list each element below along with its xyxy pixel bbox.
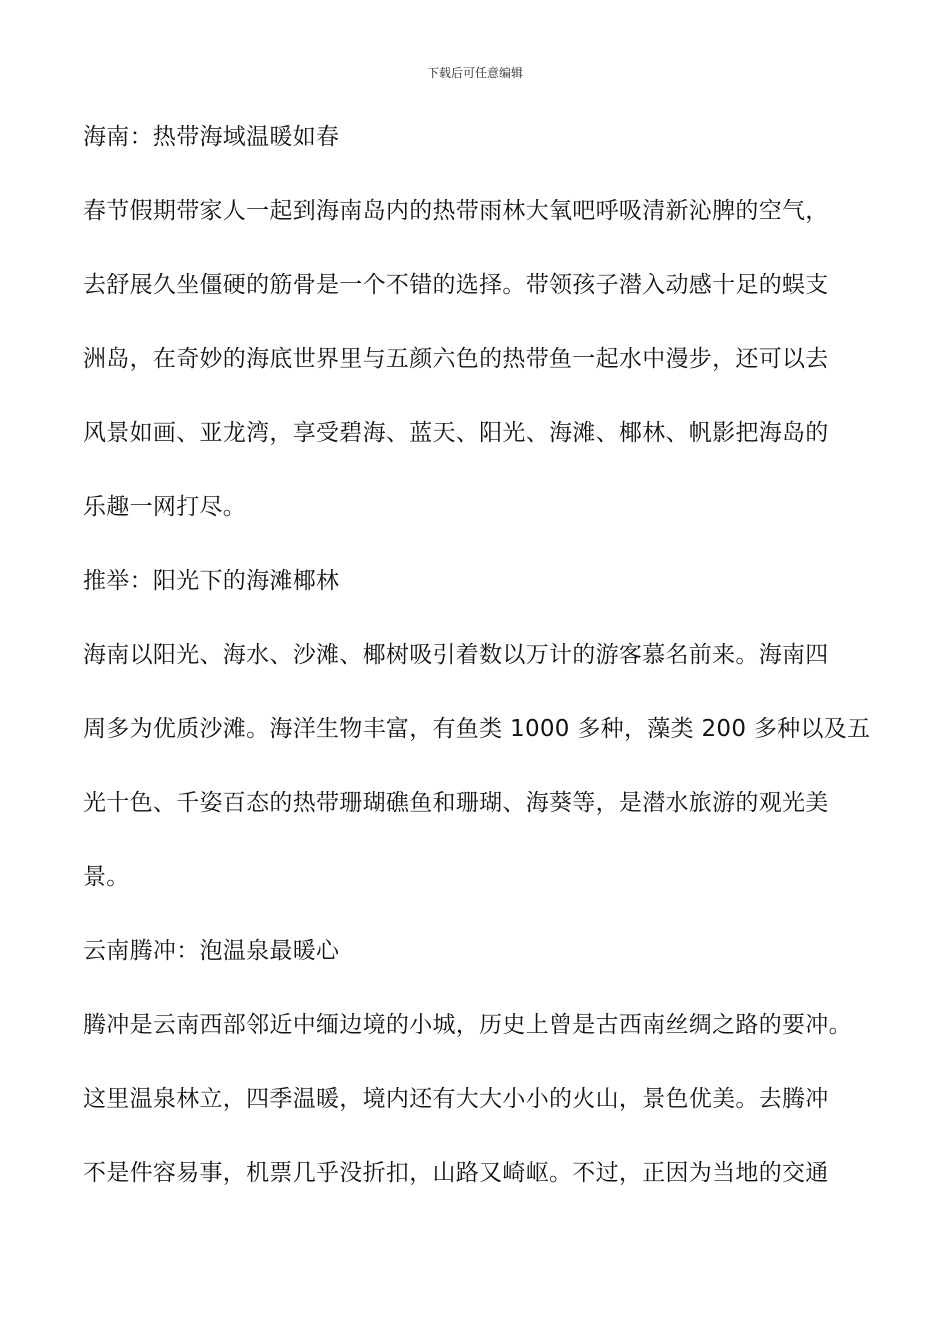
paragraph-line: 景。 xyxy=(83,864,130,890)
paragraph-line: 光十色、千姿百态的热带珊瑚礁鱼和珊瑚、海葵等，是潜水旅游的观光美 xyxy=(83,790,829,816)
paragraph-line: 这里温泉林立，四季温暖，境内还有大大小小的火山，景色优美。去腾冲 xyxy=(83,1086,829,1112)
paragraph-line: 去舒展久坐僵硬的筋骨是一个不错的选择。带领孩子潜入动感十足的蜈支 xyxy=(83,272,829,298)
paragraph-line: 海南以阳光、海水、沙滩、椰树吸引着数以万计的游客慕名前来。海南四 xyxy=(83,642,829,668)
paragraph-line: 腾冲是云南西部邻近中缅边境的小城，历史上曾是古西南丝绸之路的要冲。 xyxy=(83,1012,852,1038)
section-heading-tengchong: 云南腾冲：泡温泉最暖心 xyxy=(83,938,340,964)
section-heading-recommend: 推举：阳光下的海滩椰林 xyxy=(83,568,340,594)
page-header: 下载后可任意编辑 xyxy=(426,66,523,80)
paragraph-line: 洲岛，在奇妙的海底世界里与五颜六色的热带鱼一起水中漫步，还可以去 xyxy=(83,346,829,372)
paragraph-line: 乐趣一网打尽。 xyxy=(83,494,247,520)
paragraph-line: 不是件容易事，机票几乎没折扣，山路又崎岖。不过，正因为当地的交通 xyxy=(83,1160,829,1186)
paragraph-line: 风景如画、亚龙湾，享受碧海、蓝天、阳光、海滩、椰林、帆影把海岛的 xyxy=(83,420,829,446)
document-body xyxy=(83,114,883,1224)
section-heading-hainan: 海南：热带海域温暖如春 xyxy=(83,124,340,150)
paragraph-line: 春节假期带家人一起到海南岛内的热带雨林大氧吧呼吸清新沁脾的空气， xyxy=(83,198,829,224)
paragraph-line: 周多为优质沙滩。海洋生物丰富，有鱼类 1000 多种，藻类 200 多种以及五 xyxy=(83,716,871,742)
